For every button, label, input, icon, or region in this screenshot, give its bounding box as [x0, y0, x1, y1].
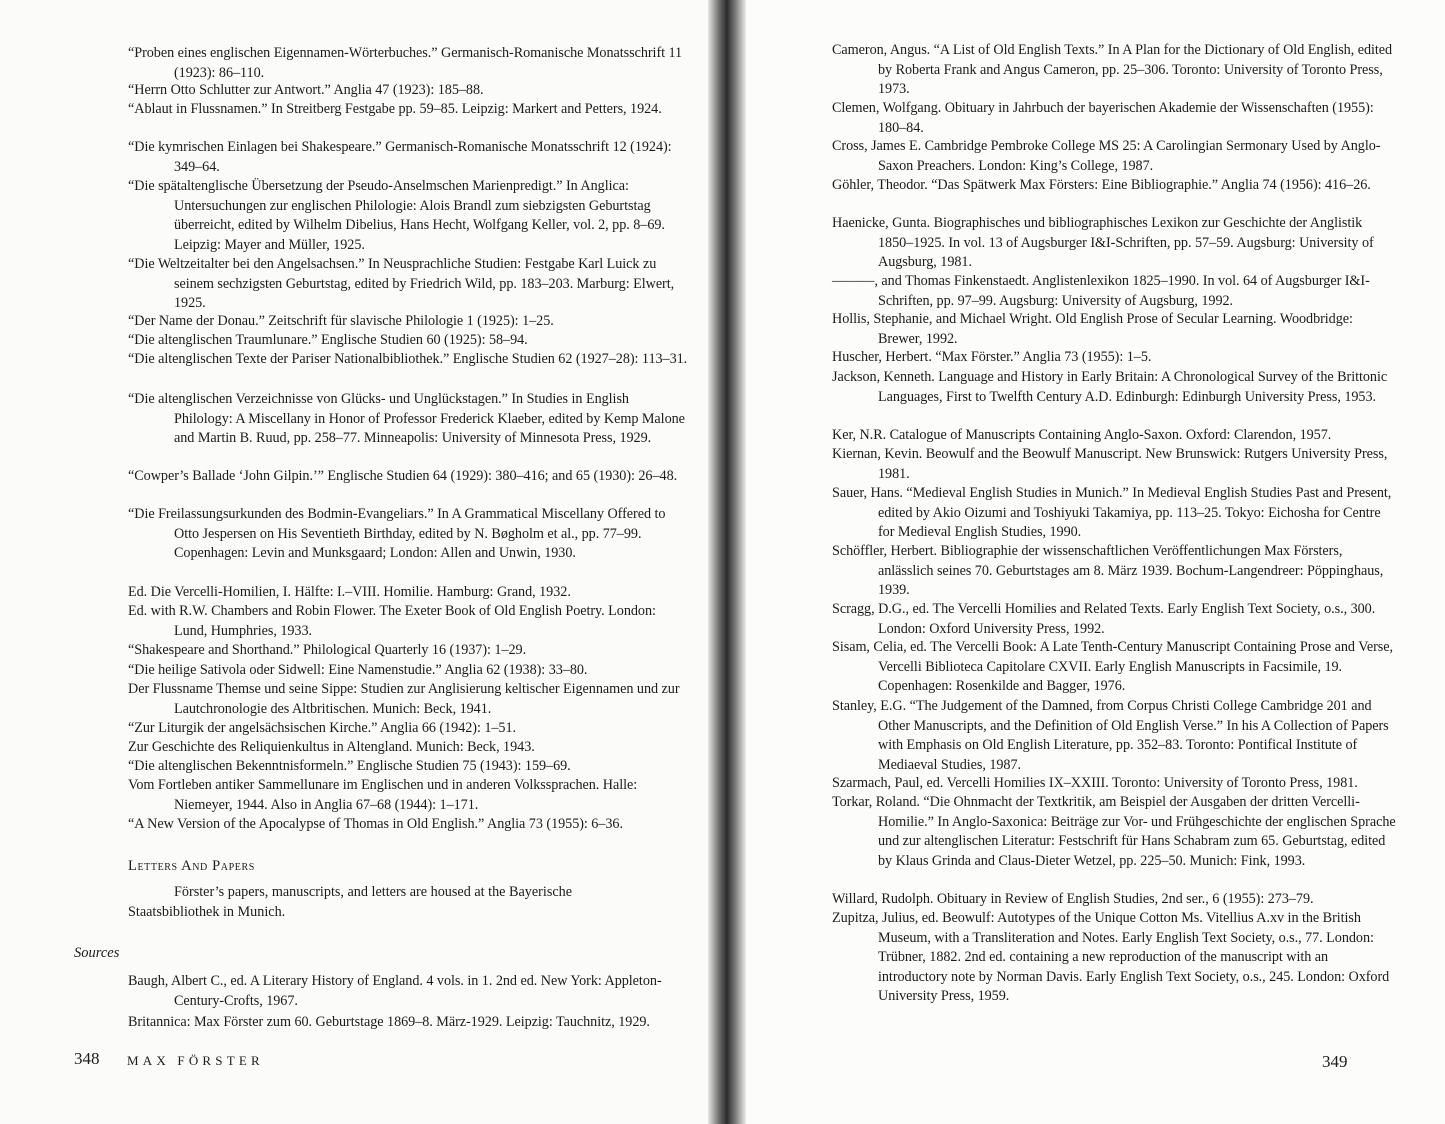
bib-entry: Jackson, Kenneth. Language and History in Early Britain: A Chronological Survey of the Brittonic Languages, First to Twelfth Century A.D. Edinburgh: Edinburgh University Press, 1953. — [832, 369, 1388, 405]
bib-entry: “Die altenglischen Texte der Pariser Nationalbibliothek.” Englische Studien 62 (1927–28): 113–31. — [128, 351, 688, 367]
bib-entry: Stanley, E.G. “The Judgement of the Damned, from Corpus Christi College Cambridge 201 and Other Manuscripts, and the Definition of Old English Verse.” In his A Collection of Papers with Emphasis on Old English Literature, pp. 352–83. Toronto: Pontifical Institute of Mediaeval Studies, 1987. — [832, 698, 1389, 773]
bib-entry: Szarmach, Paul, ed. Vercelli Homilies IX–XXIII. Toronto: University of Toronto Press, 1981. — [832, 775, 1358, 791]
bib-entry: “Die altenglischen Bekenntnisformeln.” Englische Studien 75 (1943): 159–69. — [128, 758, 571, 774]
bib-entry: Willard, Rudolph. Obituary in Review of English Studies, 2nd ser., 6 (1955): 273–79. — [832, 891, 1314, 907]
bib-entry: Cross, James E. Cambridge Pembroke College MS 25: A Carolingian Sermonary Used by Anglo-Saxon Preachers. London: King’s College, 1987. — [832, 138, 1381, 174]
bib-entry: Zupitza, Julius, ed. Beowulf: Autotypes of the Unique Cotton Ms. Vitellius A.xv in the British Museum, with a Transliteration and Notes. Early English Text Society, o.s., 77. London: Trübner, 1882. 2nd ed. containing a new reproduction of the manuscript with an introductory note by Norman Davis. Early English Text Society, o.s., 245. London: Oxford University Press, 1959. — [832, 910, 1390, 1005]
bib-entry: Hollis, Stephanie, and Michael Wright. Old English Prose of Secular Learning. Woodbridge: Brewer, 1992. — [832, 311, 1353, 347]
section-heading: Letters And Papers — [128, 858, 255, 874]
bib-entry: ———, and Thomas Finkenstaedt. Anglistenlexikon 1825–1990. In vol. 64 of Augsburger I&I-Schriften, pp. 97–99. Augsburg: University of Augsburg, 1992. — [832, 273, 1370, 309]
bib-entry: Clemen, Wolfgang. Obituary in Jahrbuch der bayerischen Akademie der Wissenschaften (1955): 180–84. — [832, 100, 1374, 136]
bib-entry: “Ablaut in Flussnamen.” In Streitberg Festgabe pp. 59–85. Leipzig: Markert and Petters, 1924. — [128, 101, 662, 117]
bib-entry: “Die spätaltenglische Übersetzung der Pseudo-Anselmschen Marienpredigt.” In Anglica: Untersuchungen zur englischen Philologie: Alois Brandl zum siebzigsten Geburtstag überreicht, edited by Wilhelm Dibelius, Hans Hecht, Wolfgang Keller, vol. 2, pp. 8–69. Leipzig: Mayer and Müller, 1925. — [128, 178, 665, 253]
bib-entry: “Shakespeare and Shorthand.” Philological Quarterly 16 (1937): 1–29. — [128, 642, 527, 658]
bib-entry: Haenicke, Gunta. Biographisches und bibliographisches Lexikon zur Geschichte der Anglistik 1850–1925. In vol. 13 of Augsburger I&I-Schriften, pp. 57–59. Augsburg: University of Augsburg, 1981. — [832, 215, 1374, 271]
bib-entry: “Die Freilassungsurkunden des Bodmin-Evangeliars.” In A Grammatical Miscellany Offered to Otto Jespersen on His Seventieth Birthday, edited by N. Bøgholm et al., pp. 77–99. Copenhagen: Levin and Munksgaard; London: Allen and Unwin, 1930. — [128, 506, 666, 562]
bib-entry: “Proben eines englischen Eigennamen-Wörterbuches.” Germanisch-Romanische Monatsschrift 11 (1923): 86–110. — [128, 45, 683, 81]
bib-entry: Schöffler, Herbert. Bibliographie der wissenschaftlichen Veröffentlichungen Max Försters, anlässlich seines 70. Geburtstages am 8. März 1939. Bochum-Langendreer: Pöppinghaus, 1939. — [832, 543, 1384, 599]
running-head: MAX FÖRSTER — [127, 1053, 264, 1068]
bib-entry: Sisam, Celia, ed. The Vercelli Book: A Late Tenth-Century Manuscript Containing Prose and Verse, Vercelli Biblioteca Capitolare CXVII. Early English Manuscripts in Facsimile, 19. Copenhagen: Rosenkilde and Bagger, 1976. — [832, 639, 1393, 695]
bib-entry: Göhler, Theodor. “Das Spätwerk Max Försters: Eine Bibliographie.” Anglia 74 (1956): 416–26. — [832, 177, 1371, 193]
page-number: 349 — [1322, 1052, 1348, 1071]
bib-entry: Scragg, D.G., ed. The Vercelli Homilies and Related Texts. Early English Text Society, o.s., 300. London: Oxford University Press, 1992. — [832, 601, 1376, 637]
source-entry: Baugh, Albert C., ed. A Literary History of England. 4 vols. in 1. 2nd ed. New York: Appleton-Century-Crofts, 1967. — [128, 973, 662, 1009]
bib-entry: Ker, N.R. Catalogue of Manuscripts Containing Anglo-Saxon. Oxford: Clarendon, 1957. — [832, 427, 1332, 443]
letters-paragraph: Förster’s papers, manuscripts, and letters are housed at the Bayerische Staatsbibliothek in Munich. — [128, 884, 573, 920]
bib-entry: Ed. with R.W. Chambers and Robin Flower. The Exeter Book of Old English Poetry. London: Lund, Humphries, 1933. — [128, 603, 656, 639]
bib-entry: “Die Weltzeitalter bei den Angelsachsen.” In Neusprachliche Studien: Festgabe Karl Luick zu seinem sechzigsten Geburtstag, edited by Friedrich Wild, pp. 183–203. Marburg: Elwert, 1925. — [128, 256, 675, 312]
bib-entry: “Herrn Otto Schlutter zur Antwort.” Anglia 47 (1923): 185–88. — [128, 82, 484, 98]
source-entry: Britannica: Max Förster zum 60. Geburtstage 1869–8. März-1929. Leipzig: Tauchnitz, 1929. — [128, 1014, 650, 1030]
bib-entry: “Der Name der Donau.” Zeitschrift für slavische Philologie 1 (1925): 1–25. — [128, 313, 554, 329]
bib-entry: “Cowper’s Ballade ‘John Gilpin.’” Englische Studien 64 (1929): 380–416; and 65 (1930): 26–48. — [128, 468, 678, 484]
book-gutter — [708, 0, 746, 1124]
bib-entry: “A New Version of the Apocalypse of Thomas in Old English.” Anglia 73 (1955): 6–36. — [128, 816, 623, 832]
bib-entry: “Die altenglischen Traumlunare.” Englische Studien 60 (1925): 58–94. — [128, 332, 528, 348]
bib-entry: Sauer, Hans. “Medieval English Studies in Munich.” In Medieval English Studies Past and Present, edited by Akio Oizumi and Toshiyuki Takamiya, pp. 113–25. Tokyo: Eichosha for Centre for Medieval English Studies, 1990. — [832, 485, 1392, 541]
bib-entry: “Die kymrischen Einlagen bei Shakespeare.” Germanisch-Romanische Monatsschrift 12 (1924): 349–64. — [128, 139, 672, 175]
bib-entry: Vom Fortleben antiker Sammellunare im Englischen und in anderen Volkssprachen. Halle: Niemeyer, 1944. Also in Anglia 67–68 (1944): 1–171. — [128, 777, 638, 813]
bib-entry: “Zur Liturgik der angelsächsischen Kirche.” Anglia 66 (1942): 1–51. — [128, 720, 517, 736]
bib-entry: Cameron, Angus. “A List of Old English Texts.” In A Plan for the Dictionary of Old English, edited by Roberta Frank and Angus Cameron, pp. 25–306. Toronto: University of Toronto Press, 1973. — [832, 42, 1393, 98]
bib-entry: Der Flussname Themse und seine Sippe: Studien zur Anglisierung keltischer Eigennamen und zur Lautchronologie des Altbritischen. Munich: Beck, 1941. — [128, 681, 680, 717]
bib-entry: Torkar, Roland. “Die Ohnmacht der Textkritik, am Beispiel der Ausgaben der dritten Vercelli-Homilie.” In Anglo-Saxonica: Beiträge zur Vor- und Frühgeschichte der englischen Sprache und zur altenglischen Literatur: Festschrift für Hans Schabram zum 65. Geburtstag, edited by Klaus Grinda and Claus-Dieter Wetzel, pp. 225–50. Munich: Fink, 1993. — [832, 794, 1396, 869]
bib-entry: Ed. Die Vercelli-Homilien, I. Hälfte: I.–VIII. Homilie. Hamburg: Grand, 1932. — [128, 584, 571, 600]
bib-entry: Huscher, Herbert. “Max Förster.” Anglia 73 (1955): 1–5. — [832, 349, 1152, 365]
bib-entry: Zur Geschichte des Reliquienkultus in Altengland. Munich: Beck, 1943. — [128, 739, 535, 755]
page-number: 348 — [74, 1049, 100, 1068]
bib-entry: Kiernan, Kevin. Beowulf and the Beowulf Manuscript. New Brunswick: Rutgers University Press, 1981. — [832, 446, 1388, 482]
bib-entry: “Die altenglischen Verzeichnisse von Glücks- und Unglückstagen.” In Studies in English Philology: A Miscellany in Honor of Professor Frederick Klaeber, edited by Kemp Malone and Martin B. Ruud, pp. 258–77. Minneapolis: University of Minnesota Press, 1929. — [128, 391, 685, 447]
bib-entry: “Die heilige Sativola oder Sidwell: Eine Namenstudie.” Anglia 62 (1938): 33–80. — [128, 662, 588, 678]
sources-label: Sources — [74, 945, 120, 961]
